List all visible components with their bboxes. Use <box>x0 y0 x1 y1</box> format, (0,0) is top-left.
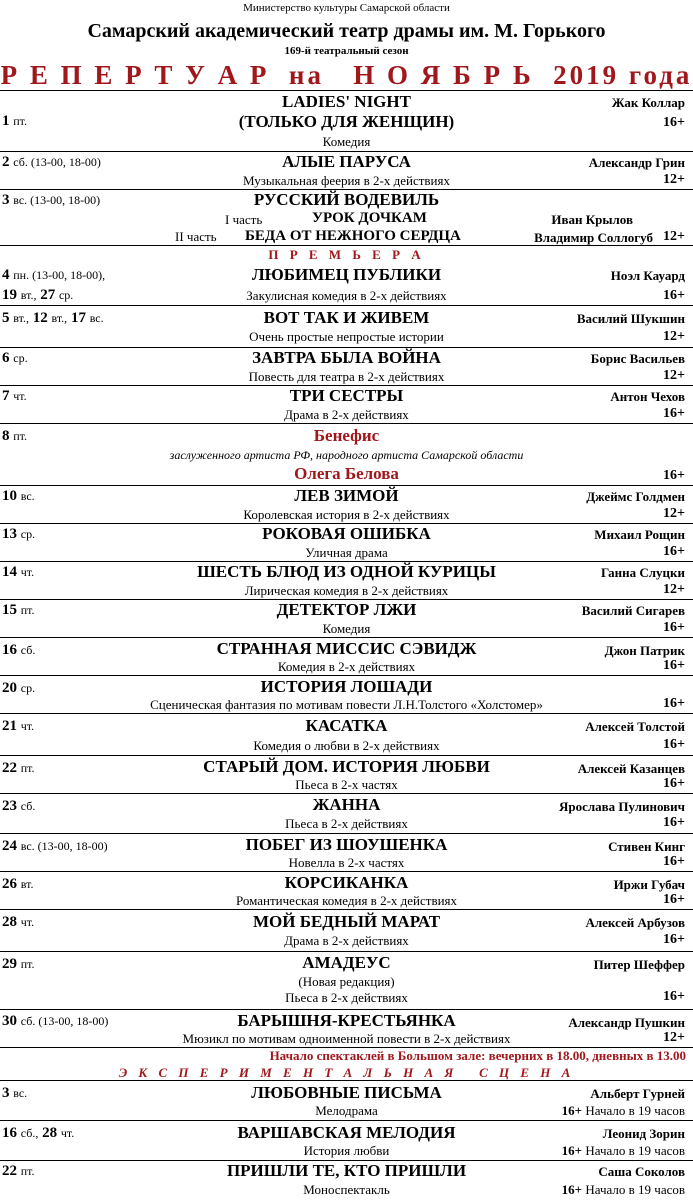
age-rating: 16+ <box>663 620 685 635</box>
entry-vot-tak-i-zhivem <box>0 306 693 348</box>
entry-benefis <box>0 424 693 486</box>
part-label: II часть <box>175 229 217 244</box>
entry-genre: Повесть для театра в 2-х действиях <box>248 369 445 384</box>
entry-date: 26 вт. <box>2 876 34 892</box>
entry-title: (ТОЛЬКО ДЛЯ ЖЕНЩИН) <box>238 112 455 131</box>
entry-title: ТРИ СЕСТРЫ <box>289 386 404 405</box>
entry-varshavskaya-melodiya <box>0 1121 693 1161</box>
artist-name: Олега Белова <box>294 464 399 483</box>
entry-genre: Уличная драма <box>305 545 388 560</box>
theatre-name: Самарский академический театр драмы им. М. Горького <box>87 20 606 42</box>
entry-genre: Новелла в 2-х частях <box>288 855 405 870</box>
age-rating: 16+ <box>663 696 685 711</box>
entry-strannaya-missis <box>0 638 693 676</box>
entry-title: ПРИШЛИ ТЕ, КТО ПРИШЛИ <box>226 1161 467 1180</box>
entry-author: Джон Патрик <box>604 643 685 658</box>
entry-pobeg-iz-shoushenka <box>0 834 693 872</box>
entry-date: 3 вс. (13-00, 18-00) <box>2 192 101 208</box>
entry-baryshnya-krestyanka <box>0 1010 693 1048</box>
ministry-line: Министерство культуры Самарской области <box>243 2 450 14</box>
age-rating: 16+ <box>663 468 685 483</box>
entry-rokovaya-oshibka <box>0 524 693 562</box>
age-rating: 12+ <box>663 1030 685 1045</box>
start-time-notice: Начало спектаклей в Большом зале: вечерних в 18.00, дневных в 13.00 <box>269 1048 686 1063</box>
entry-title: ДЕТЕКТОР ЛЖИ <box>276 600 417 619</box>
entry-subtitle: заслуженного артиста РФ, народного артиста Самарской области <box>169 448 524 462</box>
entry-genre: Лирическая комедия в 2-х действиях <box>244 583 449 598</box>
entry-title: LADIES' NIGHT <box>282 92 411 111</box>
entry-title: ЛЮБИМЕЦ ПУБЛИКИ <box>251 265 442 284</box>
entry-genre: Моноспектакль <box>303 1182 390 1197</box>
entry-author: Александр Грин <box>588 155 685 170</box>
entry-author: Александр Пушкин <box>568 1015 685 1030</box>
entry-author: Стивен Кинг <box>608 839 685 854</box>
entry-title: ЛЮБОВНЫЕ ПИСЬМА <box>251 1083 442 1102</box>
entry-title: ИСТОРИЯ ЛОШАДИ <box>260 677 433 696</box>
entry-date: 24 вс. (13-00, 18-00) <box>2 838 108 854</box>
entry-staryy-dom <box>0 756 693 794</box>
age-rating: 16+ <box>663 544 685 559</box>
premiere-label: П Р Е М Ь Е Р А <box>268 247 425 262</box>
entry-genre: Пьеса в 2-х действиях <box>285 990 408 1005</box>
entry-zavtra-byla-voyna <box>0 348 693 386</box>
entry-author: Саша Соколов <box>598 1164 685 1179</box>
entry-author: Ганна Слуцки <box>600 565 685 580</box>
entry-note: (Новая редакция) <box>298 974 395 989</box>
notice-block <box>0 1048 693 1081</box>
part-title: БЕДА ОТ НЕЖНОГО СЕРДЦА <box>245 228 461 244</box>
age-and-start: 16+ Начало в 19 часов <box>561 1182 685 1197</box>
entry-genre: История любви <box>303 1143 390 1158</box>
age-rating: 16+ <box>663 815 685 830</box>
entry-alye-parusa <box>0 152 693 190</box>
entry-genre: Пьеса в 2-х действиях <box>285 816 408 831</box>
repertoire-title: Р Е П Е Р Т У А Р на Н О Я Б Р Ь 2019 года <box>0 60 693 90</box>
age-rating: 16+ <box>663 406 685 421</box>
entry-author: Ноэл Кауард <box>610 268 685 283</box>
entry-prishli-te-kto-prishli <box>0 1161 693 1200</box>
age-rating: 12+ <box>663 172 685 187</box>
entry-genre: Пьеса в 2-х частях <box>295 777 398 792</box>
entry-date: 13 ср. <box>2 526 36 542</box>
age-rating: 12+ <box>663 329 685 344</box>
entry-title: БАРЫШНЯ-КРЕСТЬЯНКА <box>237 1011 456 1030</box>
entry-title: КОРСИКАНКА <box>284 873 409 892</box>
entry-author: Василий Сигарев <box>581 603 685 618</box>
age-rating: 16+ <box>663 989 685 1004</box>
entry-genre: Мелодрама <box>315 1103 378 1118</box>
age-rating: 12+ <box>663 368 685 383</box>
entry-title: ЖАННА <box>312 795 381 814</box>
entry-author: Алексей Толстой <box>585 719 685 734</box>
entry-author: Василий Шукшин <box>576 311 685 326</box>
entry-date: 16 сб. <box>2 642 36 658</box>
entry-author: Владимир Соллогуб <box>534 230 653 245</box>
entry-genre: Драма в 2-х действиях <box>284 407 409 422</box>
entry-date: 20 ср. <box>2 680 36 696</box>
entry-genre: Очень простые непростые истории <box>249 329 444 344</box>
entry-date: 8 пт. <box>2 428 28 444</box>
entry-detektor-lzhi <box>0 600 693 638</box>
age-rating: 16+ <box>663 892 685 907</box>
entry-author: Джеймс Голдмен <box>586 489 685 504</box>
entry-author: Алексей Арбузов <box>585 915 685 930</box>
entry-date: 30 сб. (13-00, 18-00) <box>2 1013 109 1029</box>
entry-istoriya-loshadi <box>0 676 693 714</box>
entry-author: Иржи Губач <box>613 877 685 892</box>
entry-date: 3 вс. <box>2 1085 28 1101</box>
age-rating: 16+ <box>663 932 685 947</box>
age-rating: 16+ <box>663 737 685 752</box>
part-label: I часть <box>225 212 263 227</box>
age-rating: 16+ <box>663 776 685 791</box>
entry-date: 22 пт. <box>2 1163 35 1179</box>
entry-author: Антон Чехов <box>610 389 685 404</box>
entry-date: 5 вт., 12 вт., 17 вс. <box>2 310 104 326</box>
entry-date: 4 пн. (13-00, 18-00), <box>2 267 106 283</box>
entry-moy-bednyy-marat <box>0 910 693 952</box>
entry-title: ПОБЕГ ИЗ ШОУШЕНКА <box>245 835 448 854</box>
age-and-start: 16+ Начало в 19 часов <box>561 1103 685 1118</box>
entry-tri-sestry <box>0 386 693 424</box>
entry-author: Михаил Рощин <box>594 527 685 542</box>
entry-title: МОЙ БЕДНЫЙ МАРАТ <box>252 912 441 931</box>
entry-date: 10 вс. <box>2 488 35 504</box>
entry-title: ЗАВТРА БЫЛА ВОЙНА <box>252 348 441 367</box>
age-rating: 16+ <box>663 658 685 673</box>
entry-genre: Мюзикл по мотивам одноименной повести в 2-х действиях <box>182 1031 511 1046</box>
entry-title: КАСАТКА <box>305 716 388 735</box>
entry-author: Леонид Зорин <box>602 1126 685 1141</box>
entry-korsikanka <box>0 872 693 910</box>
entry-title: РУССКИЙ ВОДЕВИЛЬ <box>253 190 440 209</box>
age-rating: 12+ <box>663 506 685 521</box>
entry-genre: Комедия <box>322 621 371 636</box>
entry-title: ЛЕВ ЗИМОЙ <box>294 486 399 505</box>
entry-genre: Комедия <box>322 134 371 149</box>
entry-date: 21 чт. <box>2 718 35 734</box>
entry-genre: Романтическая комедия в 2-х действиях <box>235 893 458 908</box>
entry-author: Иван Крылов <box>551 212 633 227</box>
entry-genre: Музыкальная феерия в 2-х действиях <box>243 173 450 188</box>
entry-date: 14 чт. <box>2 564 35 580</box>
entry-date: 23 сб. <box>2 798 36 814</box>
entry-genre: Комедия о любви в 2-х действиях <box>253 738 440 753</box>
entry-title: РОКОВАЯ ОШИБКА <box>262 524 431 543</box>
entry-date: 22 пт. <box>2 760 35 776</box>
entry-date: 29 пт. <box>2 956 35 972</box>
entry-lyubimec-publiki <box>0 246 693 306</box>
entry-kasatka <box>0 714 693 756</box>
entry-author: Альберт Гурней <box>590 1086 685 1101</box>
entry-genre: Сценическая фантазия по мотивам повести Л.Н.Толстого «Холстомер» <box>150 697 543 712</box>
entry-title: ШЕСТЬ БЛЮД ИЗ ОДНОЙ КУРИЦЫ <box>197 562 496 581</box>
entry-title: Бенефис <box>313 426 380 445</box>
entry-title: СТАРЫЙ ДОМ. ИСТОРИЯ ЛЮБВИ <box>203 757 490 776</box>
entry-lyubovnye-pisma <box>0 1081 693 1121</box>
entry-genre: Королевская история в 2-х действиях <box>243 507 450 522</box>
entry-date: 28 чт. <box>2 914 35 930</box>
age-rating: 16+ <box>663 854 685 869</box>
entry-title: ВОТ ТАК И ЖИВЕМ <box>263 308 430 327</box>
experimental-stage-label: Э К С П Е Р И М Е Н Т А Л Ь Н А Я С Ц Е Н А <box>118 1065 575 1080</box>
entry-date: 7 чт. <box>2 388 27 404</box>
entry-genre: Драма в 2-х действиях <box>284 933 409 948</box>
age-rating: 16+ <box>663 115 685 130</box>
entry-author: Борис Васильев <box>590 351 685 366</box>
entry-date: 19 вт., 27 ср. <box>2 287 74 303</box>
entry-title: АМАДЕУС <box>302 953 391 972</box>
entry-zhanna <box>0 794 693 834</box>
age-and-start: 16+ Начало в 19 часов <box>561 1143 685 1158</box>
entry-russkiy-vodevil <box>0 190 693 246</box>
age-rating: 12+ <box>663 582 685 597</box>
age-rating: 16+ <box>663 288 685 303</box>
part-title: УРОК ДОЧКАМ <box>312 210 427 226</box>
entry-genre: Комедия в 2-х действиях <box>277 659 416 674</box>
entry-lev-zimoy <box>0 486 693 524</box>
entry-date: 6 ср. <box>2 350 28 366</box>
age-rating: 12+ <box>663 229 685 244</box>
entry-date: 1 пт. <box>2 113 28 129</box>
entry-genre: Закулисная комедия в 2-х действиях <box>246 288 447 303</box>
entry-author: Питер Шеффер <box>593 957 685 972</box>
entry-title: ВАРШАВСКАЯ МЕЛОДИЯ <box>237 1123 456 1142</box>
entry-title: СТРАННАЯ МИССИС СЭВИДЖ <box>216 639 477 658</box>
entry-amadeus <box>0 952 693 1010</box>
entry-date: 15 пт. <box>2 602 35 618</box>
entry-ladies-night <box>0 90 693 152</box>
entry-author: Алексей Казанцев <box>577 761 685 776</box>
entry-shest-blyud <box>0 562 693 600</box>
entry-author: Жак Коллар <box>611 95 685 110</box>
entry-date: 16 сб., 28 чт. <box>2 1125 75 1141</box>
entry-date: 2 сб. (13-00, 18-00) <box>2 154 101 170</box>
entry-author: Ярослава Пулинович <box>558 799 685 814</box>
season-line: 169-й театральный сезон <box>284 45 409 57</box>
entry-title: АЛЫЕ ПАРУСА <box>282 152 411 171</box>
